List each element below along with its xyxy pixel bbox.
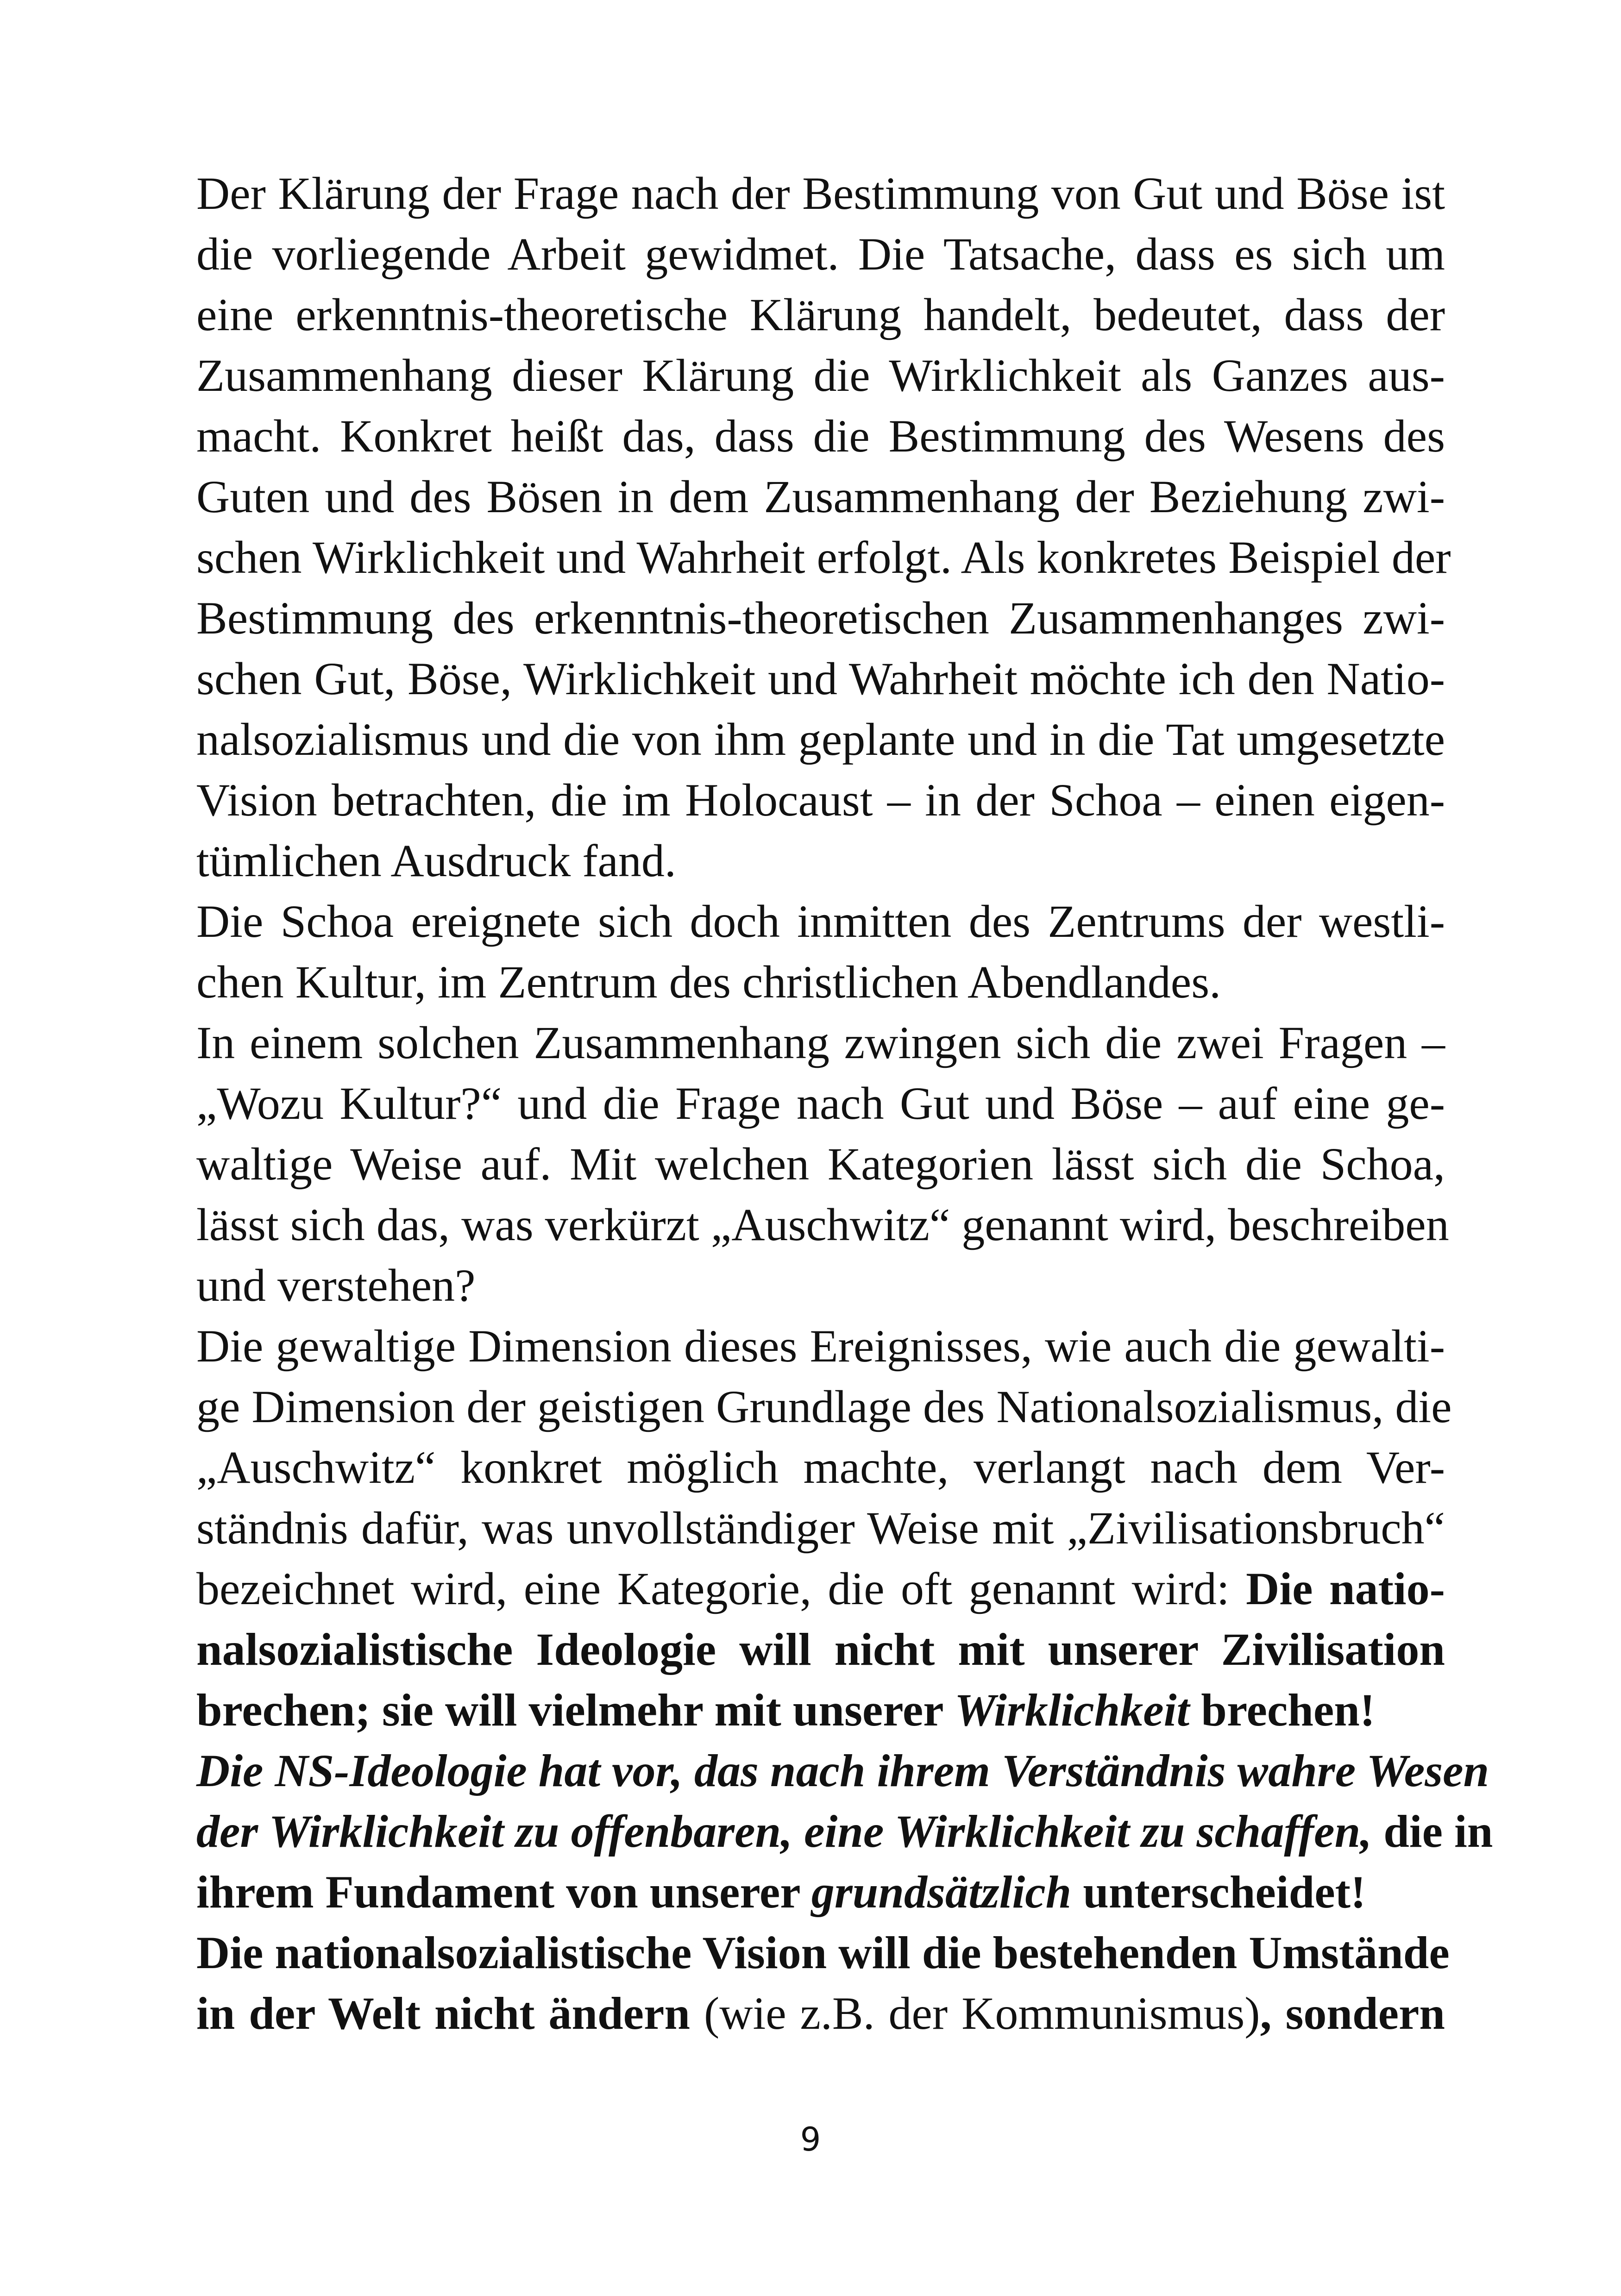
text-run: tümlichen Ausdruck fand. — [196, 835, 676, 886]
text-line — [196, 1619, 1445, 1680]
text-line — [196, 1740, 1489, 1801]
text-run: grundsätzlich — [811, 1866, 1072, 1918]
text-line — [196, 1073, 1445, 1134]
text-run: Zusammenhang dieser Klärung die Wirklichkeit als Ganzes aus- — [196, 350, 1445, 401]
text-line — [196, 163, 1445, 224]
text-run: (wie z.B. der Kommunismus) — [690, 1988, 1260, 2039]
text-line — [196, 1922, 1450, 1983]
page-number: 9 — [800, 2120, 821, 2158]
text-line — [196, 1801, 1493, 1862]
text-run: schen Gut, Böse, Wirklichkeit und Wahrheit möchte ich den Natio- — [196, 653, 1445, 704]
text-line — [196, 1558, 1445, 1619]
text-line — [196, 1255, 1445, 1316]
text-line — [196, 770, 1445, 830]
text-line — [196, 952, 1445, 1012]
text-line — [196, 1134, 1445, 1194]
text-line — [196, 1680, 1445, 1740]
text-run: in der Welt nicht ändern — [196, 1988, 691, 2039]
text-run: , sondern — [1260, 1988, 1445, 2039]
text-run: In einem solchen Zusammenhang zwingen sich die zwei Fragen – — [196, 1017, 1445, 1068]
text-line — [196, 709, 1445, 770]
text-line — [196, 588, 1445, 648]
text-line — [196, 345, 1445, 406]
text-line — [196, 527, 1451, 588]
text-run: Die natio- — [1246, 1563, 1445, 1614]
text-line — [196, 648, 1445, 709]
text-run: macht. Konkret heißt das, dass die Bestimmung des Wesens des — [196, 410, 1445, 462]
text-run: die in — [1372, 1806, 1493, 1857]
text-line — [196, 1316, 1445, 1376]
text-line — [196, 1862, 1445, 1922]
text-run: Die NS-Ideologie hat vor, das nach ihrem Verständnis wahre Wesen — [196, 1745, 1489, 1796]
text-line — [196, 1376, 1452, 1437]
text-run: lässt sich das, was verkürzt „Auschwitz“ genannt wird, beschreiben — [196, 1199, 1449, 1250]
text-run: ge Dimension der geistigen Grundlage des Nationalsozialismus, die — [196, 1381, 1452, 1432]
text-line — [196, 1194, 1449, 1255]
text-run: „Wozu Kultur?“ und die Frage nach Gut und Böse – auf eine ge- — [196, 1078, 1445, 1129]
body-text — [196, 163, 1493, 2044]
text-line — [196, 406, 1445, 466]
text-line — [196, 284, 1445, 345]
text-run: chen Kultur, im Zentrum des christlichen Abendlandes. — [196, 956, 1221, 1008]
text-run: brechen! — [1189, 1684, 1376, 1736]
text-run: nalsozialistische Ideologie will nicht mit unserer Zivilisation — [196, 1624, 1445, 1675]
text-run: ständnis dafür, was unvollständiger Weise mit „Zivilisationsbruch“ — [196, 1502, 1445, 1554]
text-line — [196, 1012, 1445, 1073]
text-line — [196, 1437, 1445, 1498]
text-run: und verstehen? — [196, 1260, 476, 1311]
text-line — [196, 224, 1445, 284]
text-run: Guten und des Bösen in dem Zusammenhang der Beziehung zwi- — [196, 471, 1445, 522]
text-run: unterscheidet! — [1071, 1866, 1366, 1918]
text-line — [196, 1498, 1445, 1558]
text-run: die vorliegende Arbeit gewidmet. Die Tatsache, dass es sich um — [196, 228, 1445, 280]
text-run: Die nationalsozialistische Vision will die bestehenden Umstände — [196, 1927, 1450, 1978]
text-run: der Wirklichkeit zu offenbaren, eine Wirklichkeit zu schaffen, — [196, 1806, 1372, 1857]
text-run: Die gewaltige Dimension dieses Ereignisses, wie auch die gewalti- — [196, 1320, 1445, 1372]
text-run: eine erkenntnis-theoretische Klärung handelt, bedeutet, dass der — [196, 289, 1445, 340]
text-run: „Auschwitz“ konkret möglich machte, verlangt nach dem Ver- — [196, 1442, 1445, 1493]
text-line — [196, 830, 1445, 891]
text-run: nalsozialismus und die von ihm geplante und in die Tat umgesetzte — [196, 714, 1445, 765]
text-run: Wirklichkeit — [954, 1684, 1190, 1736]
text-run: Der Klärung der Frage nach der Bestimmung von Gut und Böse ist — [196, 168, 1445, 219]
text-run: waltige Weise auf. Mit welchen Kategorien lässt sich die Schoa, — [196, 1138, 1445, 1190]
text-run: bezeichnet wird, eine Kategorie, die oft genannt wird: — [196, 1563, 1246, 1614]
text-line — [196, 891, 1445, 952]
text-run: Die Schoa ereignete sich doch inmitten des Zentrums der westli- — [196, 896, 1445, 947]
text-run: Bestimmung des erkenntnis-theoretischen Zusammenhanges zwi- — [196, 592, 1445, 644]
text-run: brechen; sie will vielmehr mit unserer — [196, 1684, 955, 1736]
text-run: schen Wirklichkeit und Wahrheit erfolgt. Als konkretes Beispiel der — [196, 532, 1451, 583]
text-run: Vision betrachten, die im Holocaust – in der Schoa – einen eigen- — [196, 774, 1445, 826]
text-run: ihrem Fundament von unserer — [196, 1866, 811, 1918]
text-line — [196, 1983, 1445, 2044]
text-line — [196, 466, 1445, 527]
